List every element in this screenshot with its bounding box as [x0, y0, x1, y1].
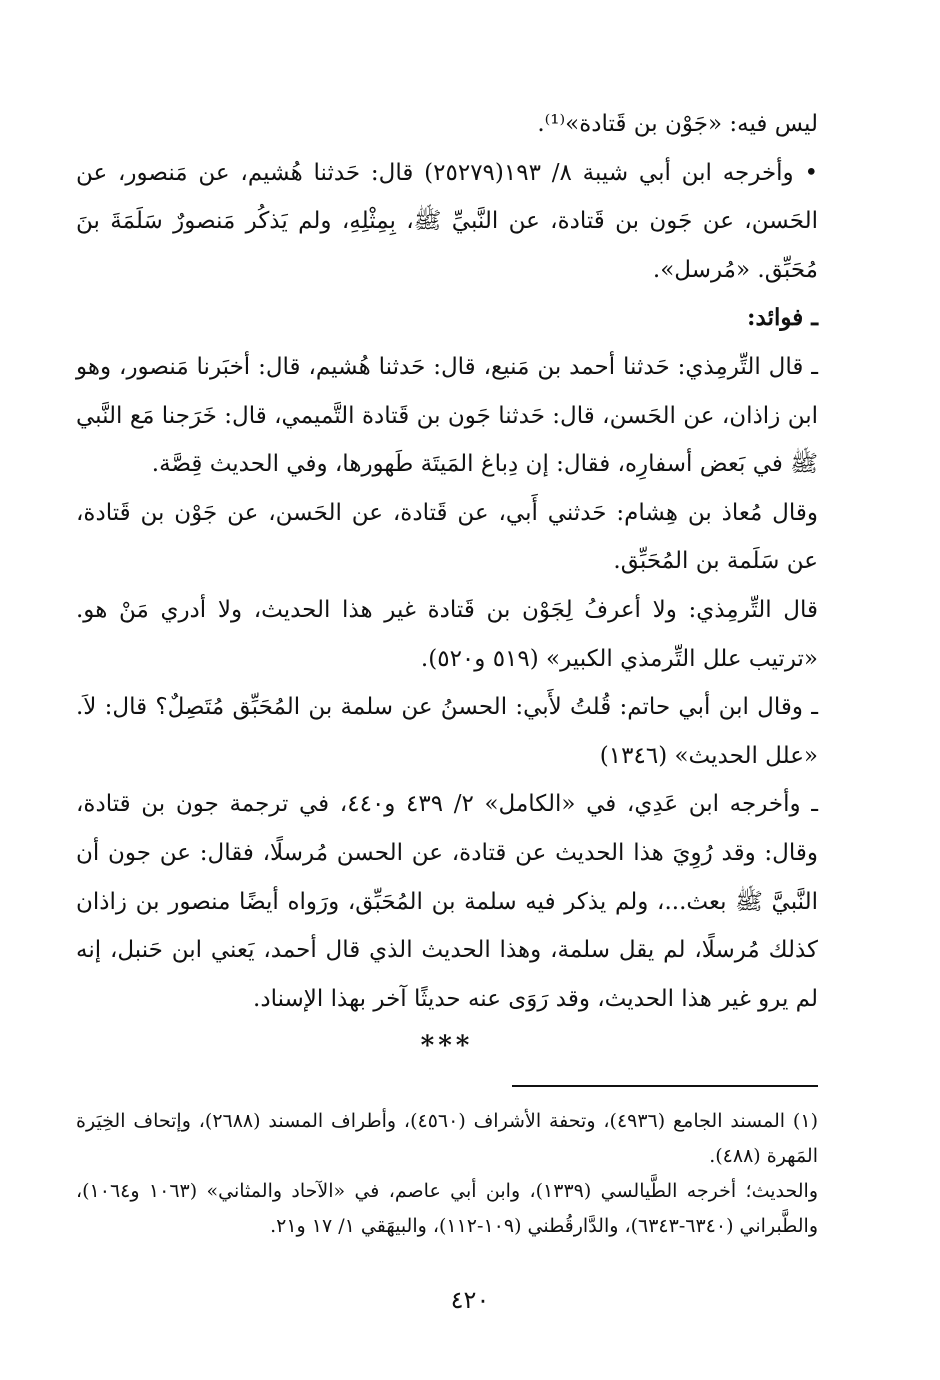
footnote-1: (١) المسند الجامع (٤٩٣٦)، وتحفة الأشراف (٤٥٦٠)، وأطراف المسند (٢٦٨٨)، وإتحاف الخِيَرة المَهرة (٤٨٨).: [76, 1110, 818, 1167]
section-heading-fawaid: ـ فوائد:: [747, 304, 818, 332]
main-text: [76, 100, 818, 1061]
page-number: ٤٢٠: [450, 1286, 490, 1314]
paragraph-ibn-abi-shayba: • وأخرجه ابن أبي شيبة ٨/ ١٩٣(٢٥٢٧٩) قال: حَدثنا هُشيم، عن مَنصور، عن الحَسن، عن جَون بن قَتادة، عن النَّبيِّ ﷺ، بِمِثْلِهِ، ولم يَذكُر مَنصورٌ سَلَمَةَ بنَ مُحَبِّق. «مُرسل».: [76, 159, 819, 283]
paragraph-ibn-abi-hatim: ـ وقال ابن أبي حاتم: قُلتُ لأَبي: الحسنُ عن سلمة بن المُحَبِّق مُتَصِلٌ؟ قال: لاَ. «علل الحديث» (١٣٤٦): [76, 694, 818, 769]
footnotes: [76, 1104, 818, 1244]
paragraph-tirmidhi-hadith: ـ قال التِّرمِذي: حَدثنا أحمد بن مَنيع، قال: حَدثنا هُشيم، قال: أخبَرنا مَنصور، وهو ابن زاذان، عن الحَسن، قال: حَدثنا جَون بن قَتادة التَّميمي، قال: خَرَجنا مَع النَّبي ﷺ في بَعض أسفارِه، فقال: إن دِباغ المَيتَة طَهورها، وفي الحديث قِصَّة.: [76, 353, 818, 478]
footnote-hadith-sources: والحديث؛ أخرجه الطَّيالسي (١٣٣٩)، وابن أبي عاصم، في «الآحاد والمثاني» (١٠٦٣ و١٠٦٤)، والطَّبراني (٦٣٤٠-٦٣٤٣)، والدَّارقُطني (١٠٩-١١٢)، والبيهَقي ١/ ١٧ و٢١.: [76, 1180, 819, 1237]
paragraph-ibn-adi: ـ وأخرجه ابن عَدِي، في «الكامل» ٢/ ٤٣٩ و٤٤٠، في ترجمة جون بن قتادة، وقال: وقد رُوِيَ هذا الحديث عن قتادة، عن الحسن مُرسلًا، فقال: عن جون أن النَّبيَّ ﷺ بعث...، ولم يذكر فيه سلمة بن المُحَبِّق، ورَواه أيضًا منصور بن زاذان كذلك مُرسلًا، لم يقل سلمة، وهذا الحديث الذي قال أحمد، يَعني ابن حَنبل، إنه لم يرو غير هذا الحديث، وقد رَوَى عنه حديثًا آخر بهذا الإسناد.: [76, 791, 819, 1012]
paragraph-intro-note: ليس فيه: «جَوْن بن قَتادة»⁽¹⁾.: [537, 111, 818, 137]
paragraph-tirmidhi-comment: قال التِّرمِذي: ولا أعرفُ لِجَوْن بن قَتادة غير هذا الحديث، ولا أدري مَنْ هو. «ترتيب علل التِّرمذي الكبير» (٥١٩ و٥٢٠).: [76, 596, 818, 672]
section-separator: ***: [420, 1031, 474, 1062]
footnote-divider: [512, 1085, 818, 1087]
paragraph-muadh-ibn-hisham: وقال مُعاذ بن هِشام: حَدثني أَبي، عن قَتادة، عن الحَسن، عن جَوْن بن قَتادة، عن سَلَمة بن المُحَبِّق.: [76, 499, 818, 575]
